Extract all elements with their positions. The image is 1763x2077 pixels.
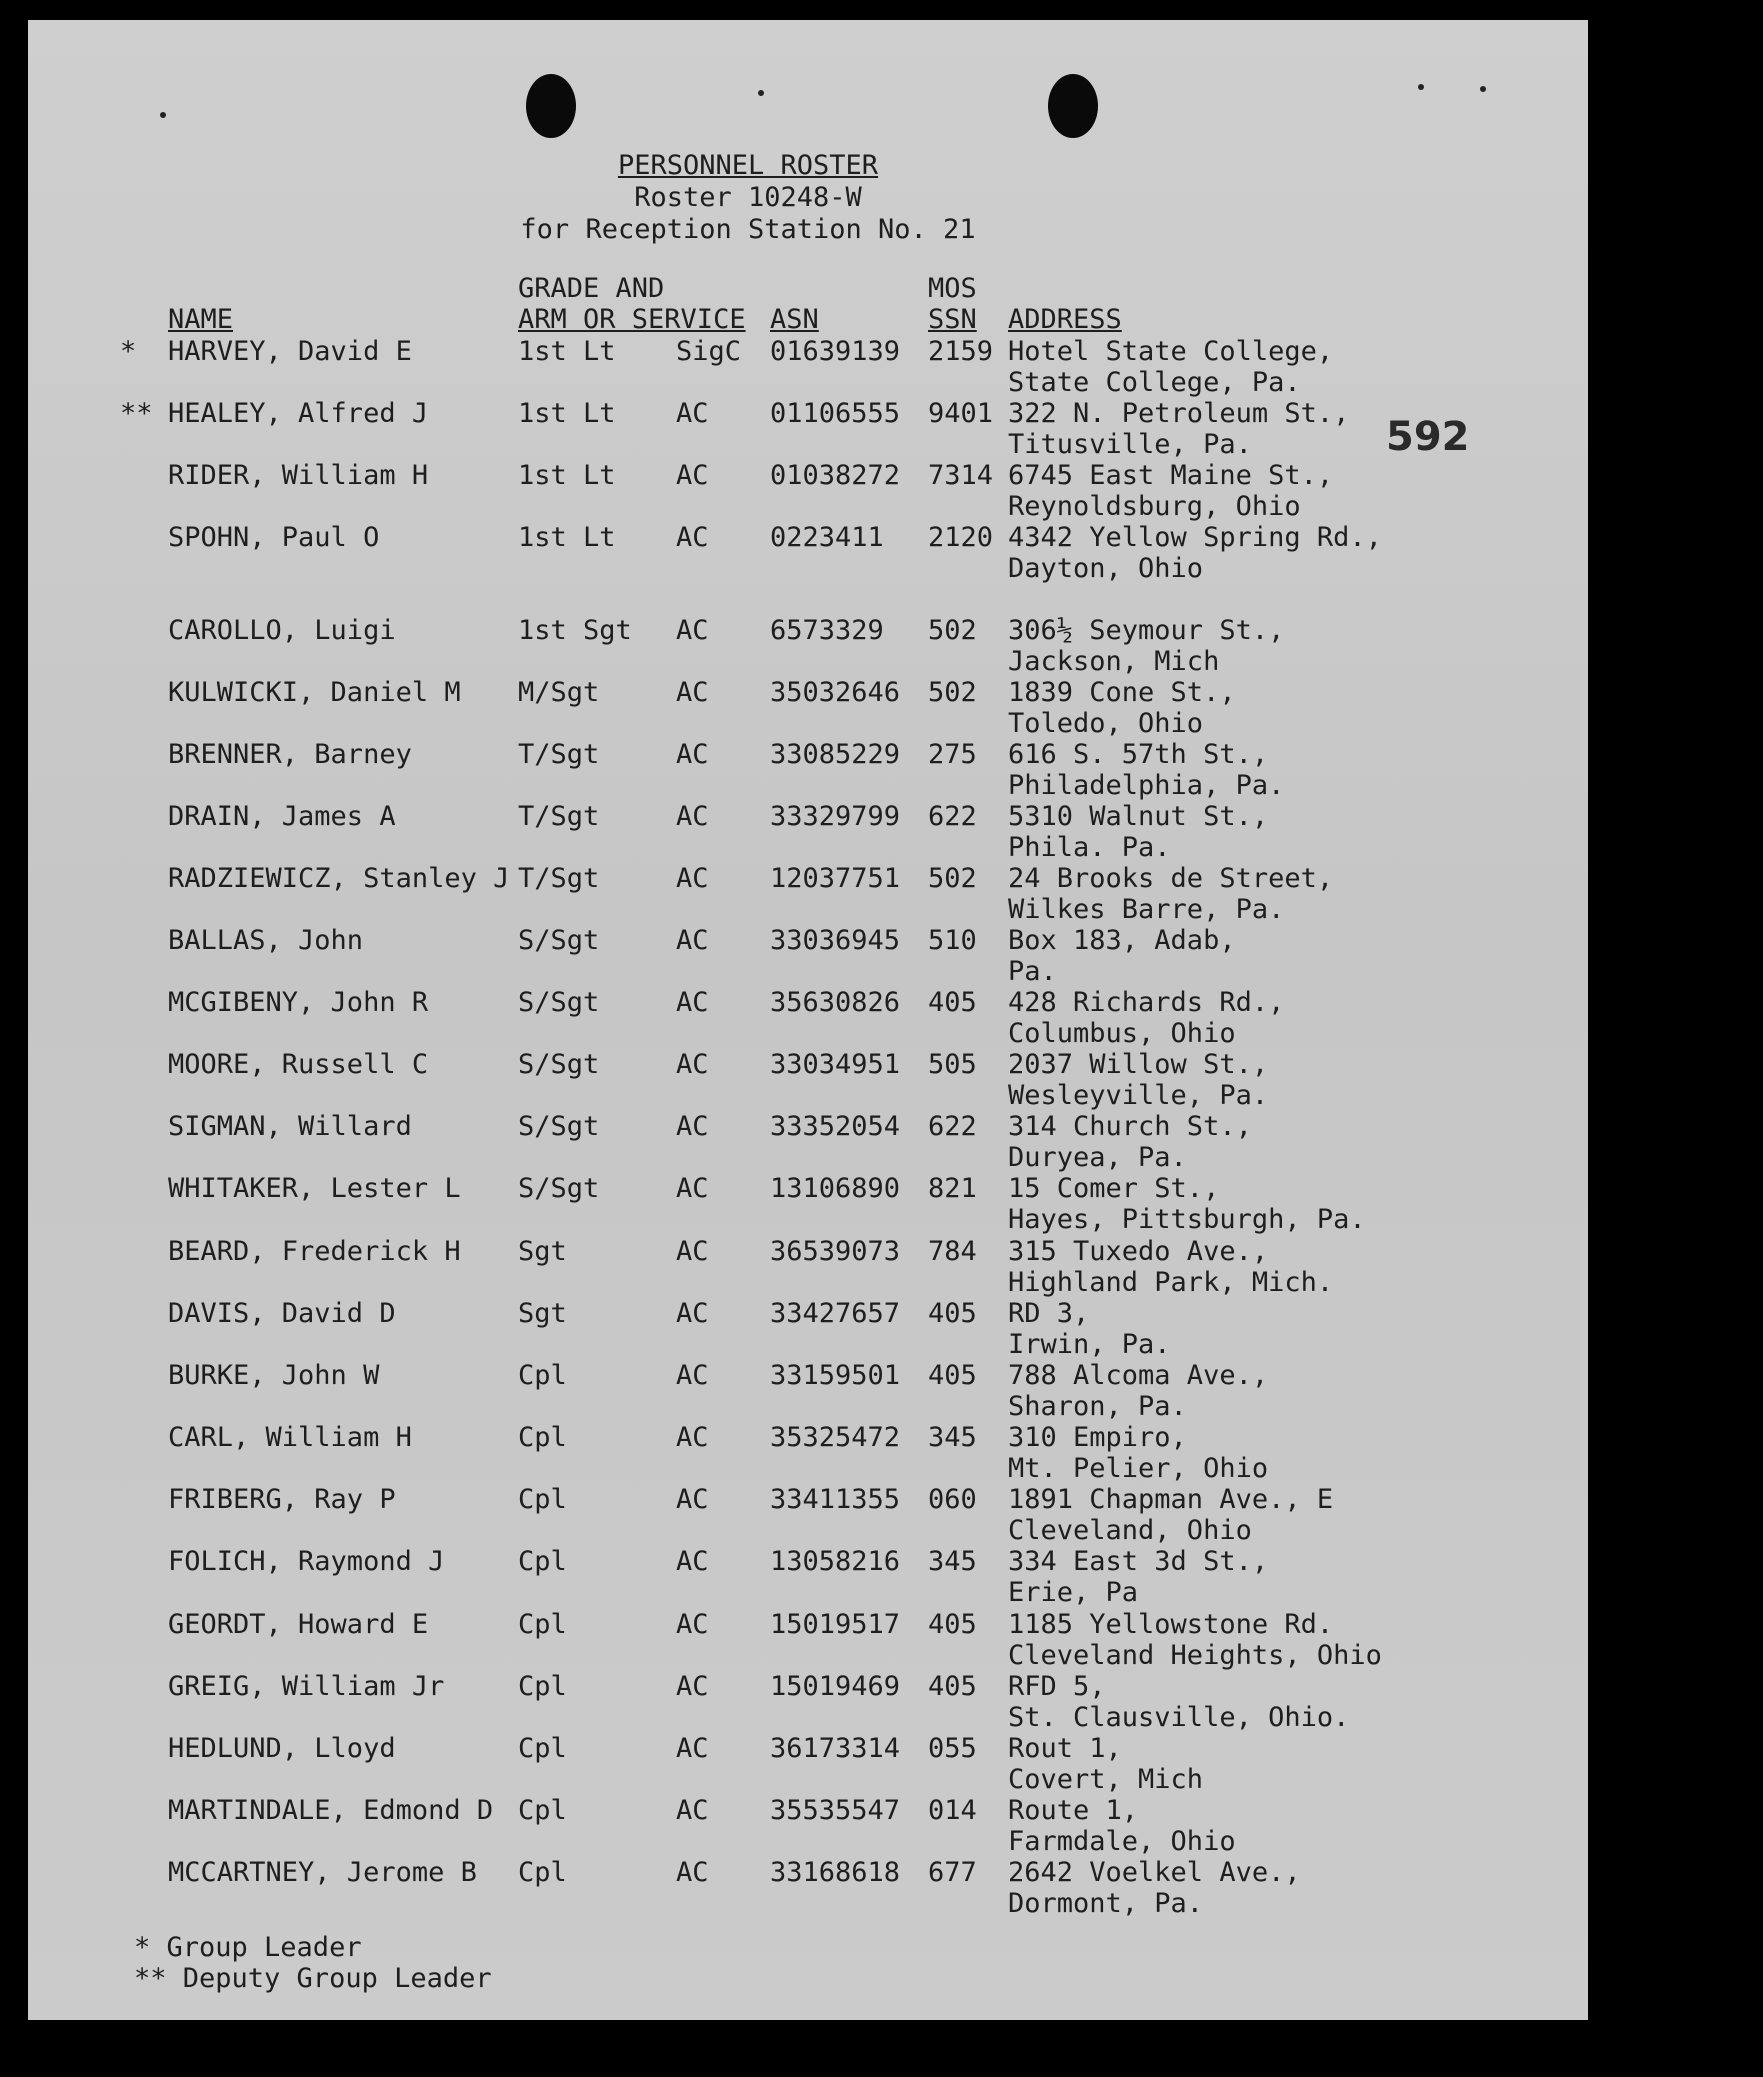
footnote-deputy-group-leader: ** Deputy Group Leader [134, 1963, 492, 1994]
table-row [28, 925, 1588, 987]
row-address-line1: 322 N. Petroleum St., [1008, 398, 1350, 429]
column-header-mos-bottom: SSN [928, 304, 977, 335]
table-row [28, 863, 1588, 925]
row-asn: 36539073 [770, 1236, 901, 1267]
row-name: FOLICH, Raymond J [168, 1546, 445, 1577]
row-arm-service: AC [676, 863, 709, 894]
row-arm-service: AC [676, 1546, 709, 1577]
row-arm-service: AC [676, 460, 709, 491]
row-address-line1: 310 Empiro, [1008, 1422, 1187, 1453]
row-name: RIDER, William H [168, 460, 429, 491]
row-grade: Cpl [518, 1671, 567, 1702]
row-grade: 1st Sgt [518, 615, 632, 646]
row-address-line1: 428 Richards Rd., [1008, 987, 1285, 1018]
row-name: SIGMAN, Willard [168, 1111, 412, 1142]
row-mos: 677 [928, 1857, 977, 1888]
row-address-line1: 1839 Cone St., [1008, 677, 1236, 708]
row-name: CARL, William H [168, 1422, 412, 1453]
row-arm-service: AC [676, 925, 709, 956]
row-name: MOORE, Russell C [168, 1049, 429, 1080]
row-arm-service: AC [676, 1733, 709, 1764]
row-address-line1: Rout 1, [1008, 1733, 1122, 1764]
row-address-line1: 1891 Chapman Ave., E [1008, 1484, 1334, 1515]
row-grade: S/Sgt [518, 1173, 600, 1204]
column-header-grade-top: GRADE AND [518, 273, 665, 304]
table-row [28, 522, 1588, 584]
row-address-line1: 334 East 3d St., [1008, 1546, 1269, 1577]
row-mos: 345 [928, 1422, 977, 1453]
column-header-asn: ASN [770, 304, 819, 335]
column-header-name: NAME [168, 304, 234, 335]
row-address-line2: Dayton, Ohio [1008, 553, 1204, 584]
row-name: GEORDT, Howard E [168, 1609, 429, 1640]
row-arm-service: AC [676, 987, 709, 1018]
row-mos: 502 [928, 615, 977, 646]
row-address-line1: 2037 Willow St., [1008, 1049, 1269, 1080]
row-name: BALLAS, John [168, 925, 364, 956]
row-mos: 622 [928, 801, 977, 832]
row-arm-service: AC [676, 801, 709, 832]
row-address-line2: Covert, Mich [1008, 1764, 1204, 1795]
row-address-line1: 4342 Yellow Spring Rd., [1008, 522, 1382, 553]
row-mos: 622 [928, 1111, 977, 1142]
row-name: FRIBERG, Ray P [168, 1484, 396, 1515]
row-name: HARVEY, David E [168, 336, 412, 367]
row-name: SPOHN, Paul O [168, 522, 380, 553]
row-arm-service: AC [676, 1360, 709, 1391]
row-asn: 33427657 [770, 1298, 901, 1329]
row-mos: 405 [928, 987, 977, 1018]
row-address-line1: 15 Comer St., [1008, 1173, 1220, 1204]
table-row [28, 1111, 1588, 1173]
row-address-line1: 315 Tuxedo Ave., [1008, 1236, 1269, 1267]
row-asn: 33352054 [770, 1111, 901, 1142]
row-mos: 2120 [928, 522, 994, 553]
row-asn: 13058216 [770, 1546, 901, 1577]
row-address-line2: Columbus, Ohio [1008, 1018, 1236, 1049]
column-header-grade-bottom: ARM OR SERVICE [518, 304, 746, 335]
row-name: MARTINDALE, Edmond D [168, 1795, 494, 1826]
row-mos: 505 [928, 1049, 977, 1080]
row-arm-service: SigC [676, 336, 742, 367]
row-mos: 510 [928, 925, 977, 956]
row-mos: 502 [928, 863, 977, 894]
station-line: for Reception Station No. 21 [520, 214, 976, 245]
table-row [28, 1422, 1588, 1484]
row-mos: 060 [928, 1484, 977, 1515]
row-mos: 7314 [928, 460, 994, 491]
row-asn: 15019469 [770, 1671, 901, 1702]
row-arm-service: AC [676, 1298, 709, 1329]
row-arm-service: AC [676, 1609, 709, 1640]
row-grade: T/Sgt [518, 801, 600, 832]
table-row [28, 801, 1588, 863]
row-grade: M/Sgt [518, 677, 600, 708]
column-header-address: ADDRESS [1008, 304, 1122, 335]
row-name: KULWICKI, Daniel M [168, 677, 461, 708]
row-grade: Cpl [518, 1609, 567, 1640]
row-arm-service: AC [676, 1173, 709, 1204]
row-address-line2: Titusville, Pa. [1008, 429, 1252, 460]
row-address-line1: RD 3, [1008, 1298, 1090, 1329]
row-asn: 35032646 [770, 677, 901, 708]
table-row [28, 1857, 1588, 1919]
row-mark: ** [120, 398, 153, 429]
row-address-line2: Sharon, Pa. [1008, 1391, 1187, 1422]
row-arm-service: AC [676, 1422, 709, 1453]
row-grade: Cpl [518, 1484, 567, 1515]
roster-number: Roster 10248-W [634, 182, 862, 213]
row-asn: 33085229 [770, 739, 901, 770]
row-asn: 01038272 [770, 460, 901, 491]
row-address-line1: RFD 5, [1008, 1671, 1106, 1702]
table-row [28, 1795, 1588, 1857]
row-mos: 014 [928, 1795, 977, 1826]
row-asn: 33168618 [770, 1857, 901, 1888]
row-address-line1: 788 Alcoma Ave., [1008, 1360, 1269, 1391]
row-asn: 33159501 [770, 1360, 901, 1391]
row-grade: Cpl [518, 1857, 567, 1888]
row-grade: 1st Lt [518, 460, 616, 491]
row-mos: 2159 [928, 336, 994, 367]
row-name: BEARD, Frederick H [168, 1236, 461, 1267]
row-arm-service: AC [676, 615, 709, 646]
row-grade: Sgt [518, 1298, 567, 1329]
page-number: 592 [1386, 414, 1470, 460]
row-address-line2: Erie, Pa [1008, 1577, 1139, 1608]
row-address-line1: 6745 East Maine St., [1008, 460, 1334, 491]
table-row [28, 1173, 1588, 1235]
row-address-line2: Highland Park, Mich. [1008, 1267, 1334, 1298]
row-grade: Cpl [518, 1422, 567, 1453]
row-address-line2: Cleveland Heights, Ohio [1008, 1640, 1382, 1671]
row-grade: T/Sgt [518, 739, 600, 770]
footnote-group-leader: * Group Leader [134, 1932, 362, 1963]
row-name: HEDLUND, Lloyd [168, 1733, 396, 1764]
row-grade: 1st Lt [518, 398, 616, 429]
row-name: GREIG, William Jr [168, 1671, 445, 1702]
row-asn: 01639139 [770, 336, 901, 367]
table-row [28, 1546, 1588, 1608]
row-mos: 405 [928, 1360, 977, 1391]
document-header [448, 150, 1048, 246]
row-name: CAROLLO, Luigi [168, 615, 396, 646]
row-asn: 33036945 [770, 925, 901, 956]
row-name: BRENNER, Barney [168, 739, 412, 770]
row-address-line2: Hayes, Pittsburgh, Pa. [1008, 1204, 1366, 1235]
row-asn: 35325472 [770, 1422, 901, 1453]
table-row [28, 1360, 1588, 1422]
row-mos: 784 [928, 1236, 977, 1267]
row-mark: * [120, 336, 137, 367]
row-grade: S/Sgt [518, 987, 600, 1018]
row-name: BURKE, John W [168, 1360, 380, 1391]
row-arm-service: AC [676, 1049, 709, 1080]
document-page [28, 20, 1588, 2020]
row-address-line1: 306½ Seymour St., [1008, 615, 1285, 646]
row-name: RADZIEWICZ, Stanley J [168, 863, 510, 894]
table-row [28, 1298, 1588, 1360]
table-row [28, 1049, 1588, 1111]
row-address-line2: Jackson, Mich [1008, 646, 1220, 677]
row-address-line2: State College, Pa. [1008, 367, 1301, 398]
row-address-line1: 5310 Walnut St., [1008, 801, 1269, 832]
row-asn: 35630826 [770, 987, 901, 1018]
row-asn: 35535547 [770, 1795, 901, 1826]
row-name: DAVIS, David D [168, 1298, 396, 1329]
table-row [28, 398, 1588, 460]
column-header-mos-top: MOS [928, 273, 977, 304]
table-row [28, 460, 1588, 522]
row-address-line2: Farmdale, Ohio [1008, 1826, 1236, 1857]
row-address-line2: Dormont, Pa. [1008, 1888, 1204, 1919]
document-title: PERSONNEL ROSTER [617, 150, 879, 181]
table-row [28, 677, 1588, 739]
row-address-line1: 616 S. 57th St., [1008, 739, 1269, 770]
row-arm-service: AC [676, 1484, 709, 1515]
row-mos: 345 [928, 1546, 977, 1577]
row-grade: 1st Lt [518, 522, 616, 553]
row-arm-service: AC [676, 1236, 709, 1267]
row-address-line2: St. Clausville, Ohio. [1008, 1702, 1350, 1733]
row-address-line2: Cleveland, Ohio [1008, 1515, 1252, 1546]
row-arm-service: AC [676, 677, 709, 708]
table-row [28, 336, 1588, 398]
row-address-line2: Wesleyville, Pa. [1008, 1080, 1269, 1111]
row-asn: 33411355 [770, 1484, 901, 1515]
row-arm-service: AC [676, 1795, 709, 1826]
row-address-line2: Reynoldsburg, Ohio [1008, 491, 1301, 522]
row-grade: S/Sgt [518, 1111, 600, 1142]
row-address-line1: 2642 Voelkel Ave., [1008, 1857, 1301, 1888]
row-address-line2: Irwin, Pa. [1008, 1329, 1171, 1360]
row-arm-service: AC [676, 1671, 709, 1702]
row-mos: 9401 [928, 398, 994, 429]
row-arm-service: AC [676, 522, 709, 553]
row-mos: 405 [928, 1671, 977, 1702]
row-asn: 33034951 [770, 1049, 901, 1080]
row-grade: Cpl [518, 1795, 567, 1826]
table-row [28, 615, 1588, 677]
row-name: WHITAKER, Lester L [168, 1173, 461, 1204]
row-address-line2: Duryea, Pa. [1008, 1142, 1187, 1173]
row-grade: Sgt [518, 1236, 567, 1267]
row-arm-service: AC [676, 1857, 709, 1888]
table-row [28, 1733, 1588, 1795]
row-address-line2: Mt. Pelier, Ohio [1008, 1453, 1269, 1484]
row-grade: S/Sgt [518, 925, 600, 956]
row-arm-service: AC [676, 1111, 709, 1142]
row-mos: 502 [928, 677, 977, 708]
row-address-line1: 24 Brooks de Street, [1008, 863, 1334, 894]
row-asn: 33329799 [770, 801, 901, 832]
table-row [28, 1609, 1588, 1671]
row-name: DRAIN, James A [168, 801, 396, 832]
table-row [28, 1484, 1588, 1546]
row-address-line2: Toledo, Ohio [1008, 708, 1204, 739]
row-address-line1: Hotel State College, [1008, 336, 1334, 367]
row-address-line2: Philadelphia, Pa. [1008, 770, 1285, 801]
table-row [28, 739, 1588, 801]
row-grade: Cpl [518, 1360, 567, 1391]
table-row [28, 987, 1588, 1049]
row-address-line1: 1185 Yellowstone Rd. [1008, 1609, 1334, 1640]
row-address-line1: Box 183, Adab, [1008, 925, 1236, 956]
row-grade: 1st Lt [518, 336, 616, 367]
row-name: MCGIBENY, John R [168, 987, 429, 1018]
row-arm-service: AC [676, 739, 709, 770]
row-asn: 12037751 [770, 863, 901, 894]
row-address-line1: Route 1, [1008, 1795, 1139, 1826]
row-address-line1: 314 Church St., [1008, 1111, 1252, 1142]
row-asn: 0223411 [770, 522, 884, 553]
row-grade: S/Sgt [518, 1049, 600, 1080]
roster-document [28, 20, 1588, 2020]
row-address-line2: Pa. [1008, 956, 1057, 987]
table-row [28, 1671, 1588, 1733]
row-arm-service: AC [676, 398, 709, 429]
row-grade: Cpl [518, 1733, 567, 1764]
row-mos: 405 [928, 1298, 977, 1329]
table-row [28, 1236, 1588, 1298]
row-address-line2: Wilkes Barre, Pa. [1008, 894, 1285, 925]
row-asn: 13106890 [770, 1173, 901, 1204]
row-name: MCCARTNEY, Jerome B [168, 1857, 477, 1888]
row-mos: 821 [928, 1173, 977, 1204]
row-asn: 6573329 [770, 615, 884, 646]
row-mos: 055 [928, 1733, 977, 1764]
row-asn: 01106555 [770, 398, 901, 429]
row-grade: Cpl [518, 1546, 567, 1577]
row-mos: 405 [928, 1609, 977, 1640]
row-asn: 15019517 [770, 1609, 901, 1640]
row-address-line2: Phila. Pa. [1008, 832, 1171, 863]
row-mos: 275 [928, 739, 977, 770]
row-asn: 36173314 [770, 1733, 901, 1764]
row-grade: T/Sgt [518, 863, 600, 894]
row-name: HEALEY, Alfred J [168, 398, 429, 429]
